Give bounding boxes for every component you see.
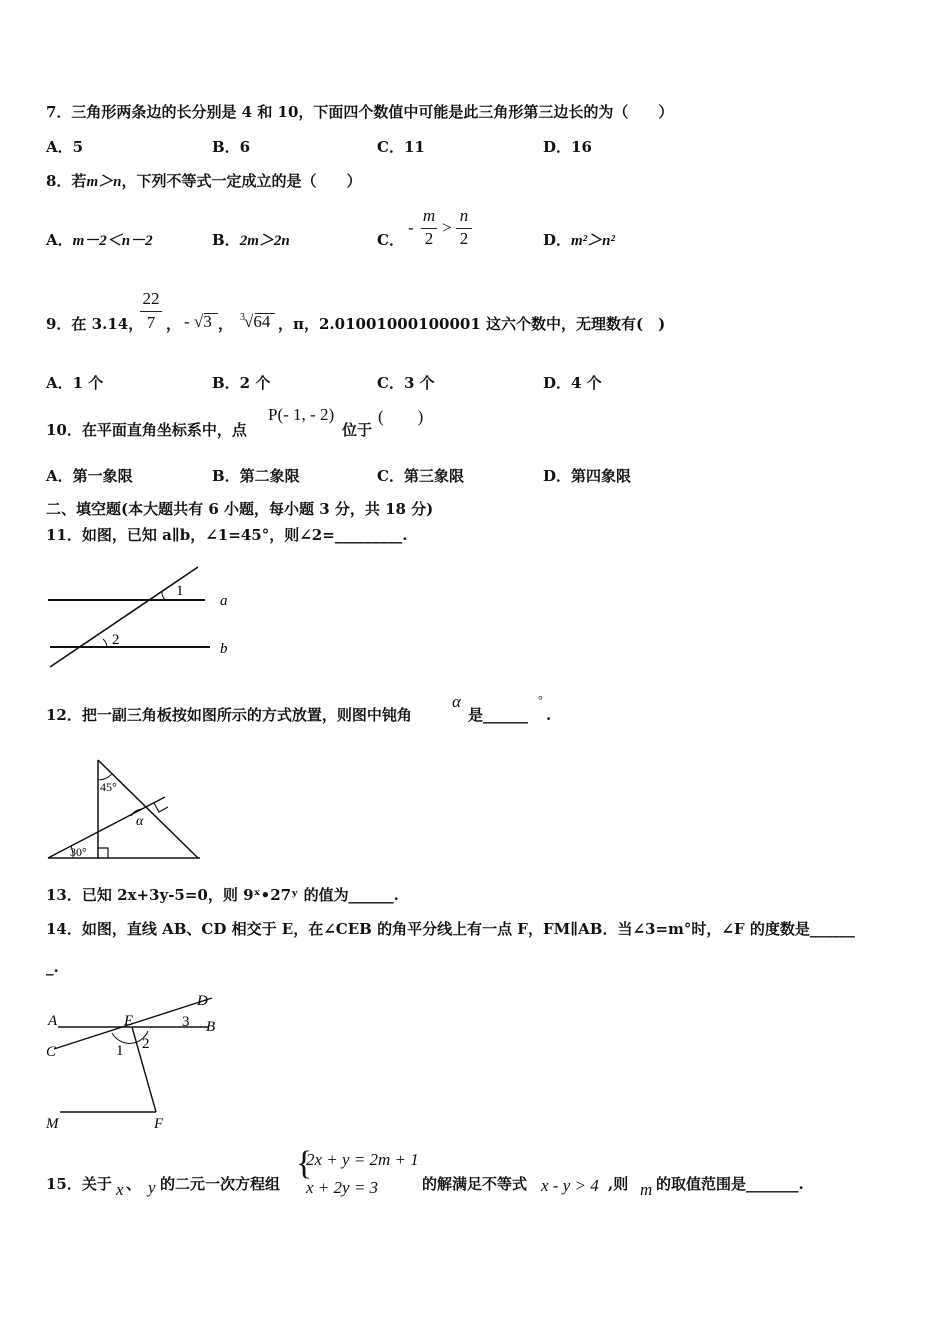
q7-stem: 7．三角形两条边的长分别是 4 和 10，下面四个数值中可能是此三角形第三边长的为（ ） bbox=[46, 103, 674, 121]
q14-point-d: D bbox=[197, 993, 208, 1009]
q9-option-c: C．3 个 bbox=[377, 374, 435, 392]
q9-neg-sqrt3: - √3 bbox=[184, 312, 212, 331]
q8-option-d: D．m²＞n² bbox=[543, 231, 616, 249]
q11-stem: 11．如图，已知 a∥b，∠1=45°，则∠2=_________. bbox=[46, 526, 408, 544]
q14-figure bbox=[40, 985, 240, 1135]
q7-option-b: B．6 bbox=[212, 138, 251, 156]
q7-option-a: A．5 bbox=[46, 138, 84, 156]
q11-figure bbox=[40, 560, 250, 670]
q15-inequality: x - y > 4 bbox=[541, 1176, 599, 1195]
q12-stem-pre: 12．把一副三角板按如图所示的方式放置，则图中钝角 bbox=[46, 706, 412, 724]
q11-angle-1-label: 1 bbox=[176, 583, 184, 599]
q10-paren: ( ) bbox=[378, 407, 424, 426]
q12-alpha-label: α bbox=[136, 814, 144, 829]
q12-alpha: α bbox=[452, 692, 461, 711]
q15-var-x: x bbox=[116, 1180, 124, 1199]
q14-point-e: E bbox=[124, 1013, 134, 1029]
q12-angle-45-label: 45° bbox=[100, 780, 117, 794]
q15-equation-1: 2x + y = 2m + 1 bbox=[306, 1150, 419, 1169]
q8-option-b: B．2m＞2n bbox=[212, 231, 290, 249]
q15-stem-mid: 的二元一次方程组 bbox=[160, 1175, 281, 1193]
q8-stem: 8．若m＞n，下列不等式一定成立的是（ ） bbox=[46, 172, 362, 190]
q8-option-c-label: C． bbox=[377, 231, 404, 249]
q9-option-d: D．4 个 bbox=[543, 374, 602, 392]
q9-cbrt-index: 3 bbox=[240, 312, 245, 323]
q11-line-a-label: a bbox=[220, 593, 228, 609]
q15-stem-post: 的取值范围是_______. bbox=[656, 1175, 804, 1193]
q10-option-c: C．第三象限 bbox=[377, 467, 464, 485]
q10-stem-pre: 10．在平面直角坐标系中，点 bbox=[46, 421, 247, 439]
q14-stem-continued: _. bbox=[46, 958, 59, 976]
q9-cbrt64: √64 bbox=[244, 312, 271, 331]
q9-stem-pre: 9．在 3.14， bbox=[46, 315, 144, 333]
q15-cond-mid: ,则 bbox=[608, 1175, 629, 1193]
q13-stem: 13．已知 2x+3y-5=0，则 9ˣ•27ʸ 的值为______. bbox=[46, 886, 399, 904]
q14-angle-1-label: 1 bbox=[116, 1043, 124, 1059]
q9-option-b: B．2 个 bbox=[212, 374, 271, 392]
q10-option-a: A．第一象限 bbox=[46, 467, 133, 485]
q9-separator: ， bbox=[166, 315, 182, 333]
q14-point-f: F bbox=[154, 1116, 164, 1132]
section-title: 二、填空题(本大题共有 6 小题，每小题 3 分，共 18 分) bbox=[46, 500, 434, 518]
q14-point-c: C bbox=[46, 1044, 57, 1060]
q15-var-y: y bbox=[148, 1178, 156, 1197]
q7-option-d: D．16 bbox=[543, 138, 592, 156]
q12-figure bbox=[40, 755, 220, 865]
q11-angle-2-label: 2 bbox=[112, 632, 120, 648]
q15-stem-pre: 15．关于 bbox=[46, 1175, 112, 1193]
q15-cond-pre: 的解满足不等式 bbox=[422, 1175, 528, 1193]
q9-stem-post: ，π，2.01001000100001 这六个数中，无理数有( ) bbox=[278, 315, 666, 333]
q14-angle-2-label: 2 bbox=[142, 1036, 150, 1052]
q12-blank: 是______ bbox=[468, 706, 529, 724]
q12-end: . bbox=[546, 706, 552, 724]
q15-brace: { bbox=[296, 1145, 313, 1182]
q14-point-m: M bbox=[46, 1116, 59, 1132]
q10-stem-post: 位于 bbox=[342, 421, 373, 439]
q7-option-c: C．11 bbox=[377, 138, 425, 156]
q10-option-b: B．第二象限 bbox=[212, 467, 300, 485]
q14-point-a: A bbox=[48, 1013, 58, 1029]
q12-degree: ° bbox=[538, 693, 543, 707]
q9-separator-2: ， bbox=[218, 315, 234, 333]
q11-line-b-label: b bbox=[220, 641, 228, 657]
q14-angle-3-label: 3 bbox=[182, 1014, 190, 1030]
q8-option-a: A．m－2＜n－2 bbox=[46, 231, 153, 249]
q15-equation-2: x + 2y = 3 bbox=[306, 1178, 379, 1197]
q15-sep: 、 bbox=[126, 1175, 142, 1193]
q15-var-m: m bbox=[640, 1180, 653, 1199]
q14-point-b: B bbox=[206, 1019, 216, 1035]
q10-point: P(- 1, - 2) bbox=[268, 405, 335, 424]
q9-option-a: A．1 个 bbox=[46, 374, 104, 392]
q12-angle-30-label: 30° bbox=[70, 845, 87, 859]
q14-stem: 14．如图，直线 AB、CD 相交于 E，在∠CEB 的角平分线上有一点 F，FM∥AB．当∠3=m°时，∠F 的度数是______ bbox=[46, 920, 855, 938]
q10-option-d: D．第四象限 bbox=[543, 467, 632, 485]
